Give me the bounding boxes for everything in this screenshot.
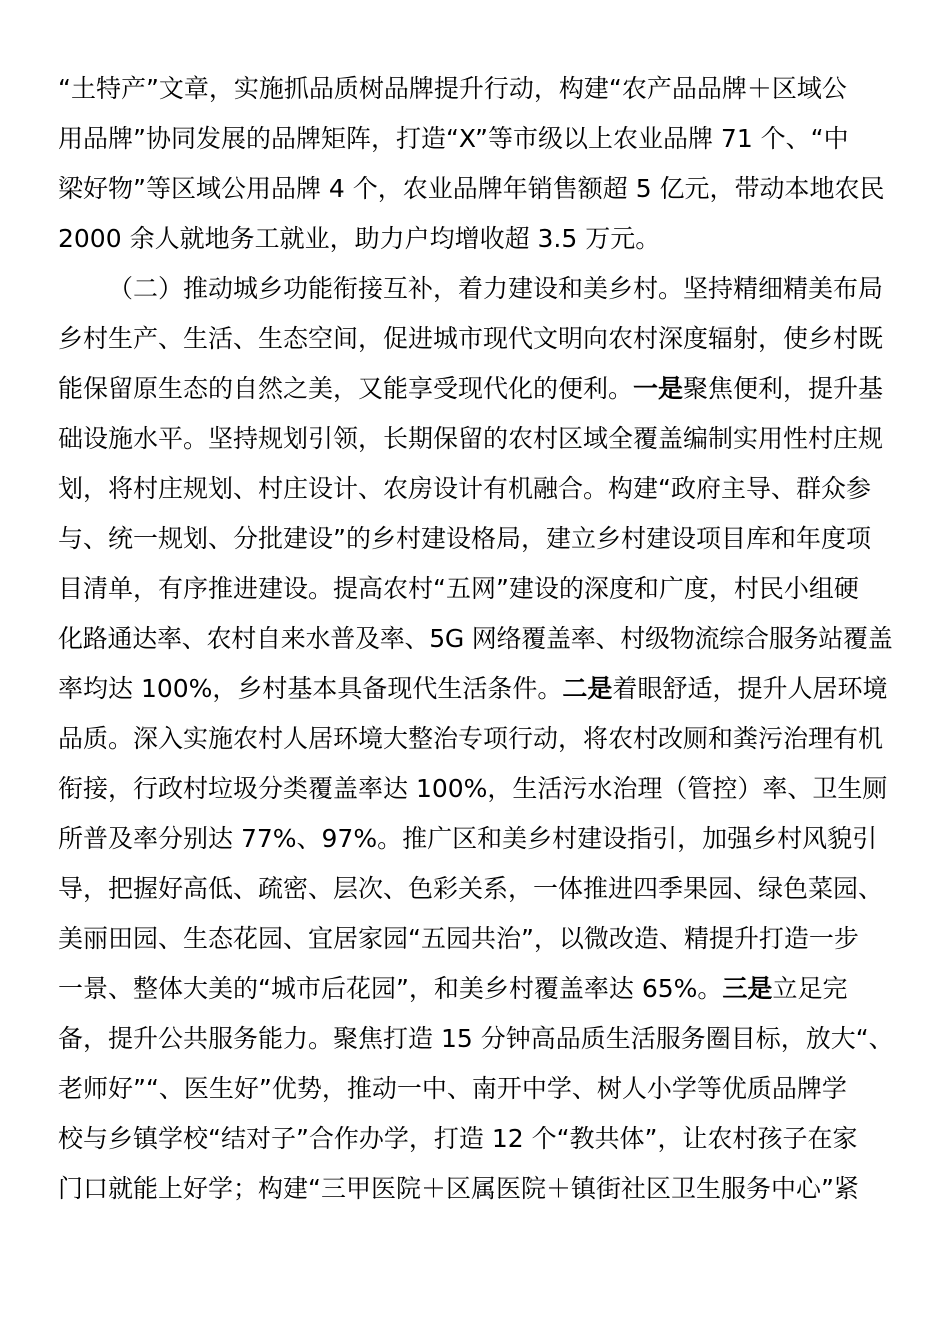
text-segment: 着眼舒适，提升人居环境 (612, 674, 888, 703)
text-line (58, 364, 898, 414)
text-line: 校与乡镇学校“结对子”合作办学，打造 12 个“教共体”，让农村孩子在家 (58, 1124, 858, 1153)
text-line: 与、统一规划、分批建设”的乡村建设格局，建立乡村建设项目库和年度项 (58, 524, 871, 553)
text-line: 用品牌”协同发展的品牌矩阵，打造“X”等市级以上农业品牌 71 个、“中 (58, 124, 849, 153)
text-line: 目清单，有序推进建设。提高农村“五网”建设的深度和广度，村民小组硬 (58, 574, 859, 603)
text-line: 老师好”“、医生好”优势，推动一中、南开中学、树人小学等优质品牌学 (58, 1074, 847, 1103)
text-line (58, 664, 898, 714)
text-line: 品质。深入实施农村人居环境大整治专项行动，将农村改厕和粪污治理有机 (58, 724, 884, 753)
text-line (58, 964, 898, 1014)
text-line: 备，提升公共服务能力。聚焦打造 15 分钟高品质生活服务圈目标，放大“、 (58, 1024, 894, 1053)
text-segment: 一景、整体大美的“城市后花园”，和美乡村覆盖率达 65%。 (58, 974, 723, 1003)
text-line: 所普及率分别达 77%、97%。推广区和美乡村建设指引，加强乡村风貌引 (58, 824, 878, 853)
text-segment: 聚焦便利，提升基 (683, 374, 884, 403)
text-line: 乡村生产、生活、生态空间，促进城市现代文明向农村深度辐射，使乡村既 (58, 324, 884, 353)
text-line: 梁好物”等区域公用品牌 4 个，农业品牌年销售额超 5 亿元，带动本地农民 (58, 174, 885, 203)
bold-marker: 三是 (722, 974, 773, 1003)
text-segment: 立足完 (772, 974, 848, 1003)
text-segment: 率均达 100%，乡村基本具备现代生活条件。 (58, 674, 563, 703)
text-line: 导，把握好高低、疏密、层次、色彩关系，一体推进四季果园、绿色菜园、 (58, 874, 884, 903)
bold-marker: 一是 (633, 374, 684, 403)
text-line: 门口就能上好学；构建“三甲医院＋区属医院＋镇街社区卫生服务中心”紧 (58, 1174, 859, 1203)
section-heading-line: （二）推动城乡功能衔接互补，着力建设和美乡村。坚持精细精美布局 (108, 274, 884, 303)
bold-marker: 二是 (562, 674, 613, 703)
text-line: 2000 余人就地务工就业，助力户均增收超 3.5 万元。 (58, 224, 661, 253)
text-line: “土特产”文章，实施抓品质树品牌提升行动，构建“农产品品牌＋区域公 (58, 74, 847, 103)
text-line: 化路通达率、农村自来水普及率、5G 网络覆盖率、村级物流综合服务站覆盖 (58, 624, 893, 653)
text-line: 础设施水平。坚持规划引领，长期保留的农村区域全覆盖编制实用性村庄规 (58, 424, 884, 453)
text-segment: 能保留原生态的自然之美，又能享受现代化的便利。 (58, 374, 634, 403)
text-line: 衔接，行政村垃圾分类覆盖率达 100%，生活污水治理（管控）率、卫生厕 (58, 774, 888, 803)
text-line: 美丽田园、生态花园、宜居家园“五园共治”，以微改造、精提升打造一步 (58, 924, 859, 953)
text-line: 划，将村庄规划、村庄设计、农房设计有机融合。构建“政府主导、群众参 (58, 474, 871, 503)
